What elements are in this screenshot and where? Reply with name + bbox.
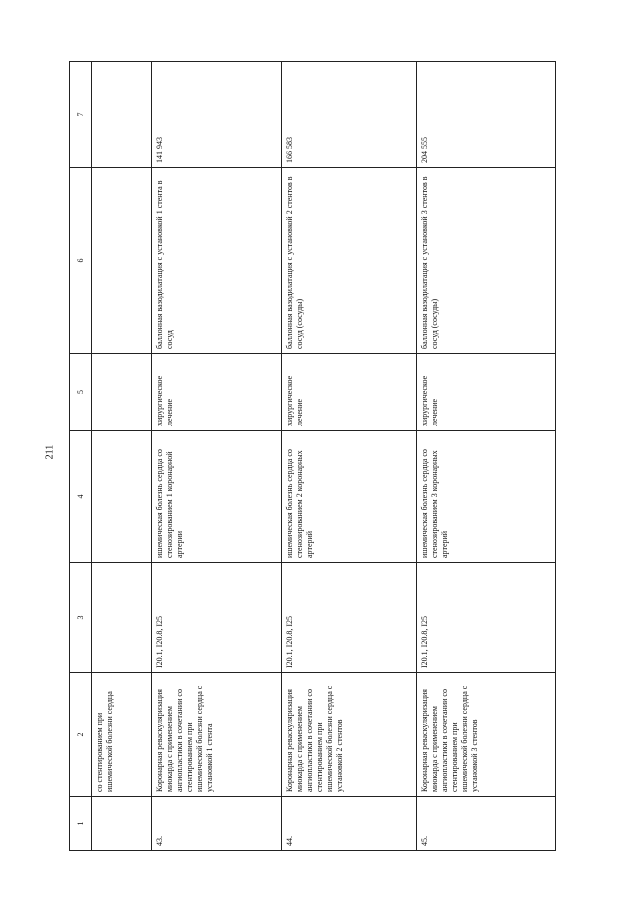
diagnosis-codes: I20.1, I20.8, I25 <box>152 563 282 673</box>
column-header-7: 7 <box>70 62 92 168</box>
treatment-method <box>92 168 152 354</box>
diagnosis-description: ишемическая болезнь сердца со стенозированием 1 коронарной артерии <box>152 431 282 563</box>
table-row <box>417 62 556 851</box>
column-number-row <box>70 62 92 851</box>
diagnosis-codes <box>92 563 152 673</box>
service-name: Коронарная реваскуляризация миокарда с применением ангиопластики в сочетании со стентированием при ишемической болезни сердца с установкой 3 стентов <box>417 673 556 797</box>
service-name: Коронарная реваскуляризация миокарда с применением ангиопластики в сочетании со стентированием при ишемической болезни сердца с установкой 2 стентов <box>282 673 417 797</box>
diagnosis-codes: I20.1, I20.8, I25 <box>282 563 417 673</box>
column-header-6: 6 <box>70 168 92 354</box>
diagnosis-description: ишемическая болезнь сердца со стенозированием 3 коронарных артерий <box>417 431 556 563</box>
service-price <box>92 62 152 168</box>
row-number: 45. <box>417 797 556 851</box>
treatment-type <box>92 354 152 431</box>
table-row <box>92 62 152 851</box>
treatment-type: хирургическое лечение <box>282 354 417 431</box>
service-price: 166 583 <box>282 62 417 168</box>
table-row <box>152 62 282 851</box>
diagnosis-codes: I20.1, I20.8, I25 <box>417 563 556 673</box>
row-number: 43. <box>152 797 282 851</box>
diagnosis-description <box>92 431 152 563</box>
rotated-page-content <box>69 62 555 851</box>
column-header-4: 4 <box>70 431 92 563</box>
diagnosis-description: ишемическая болезнь сердца со стенозированием 2 коронарных артерий <box>282 431 417 563</box>
column-header-5: 5 <box>70 354 92 431</box>
treatment-method: баллонная вазодилатация с установкой 1 стента в сосуд <box>152 168 282 354</box>
service-name: Коронарная реваскуляризация миокарда с применением ангиопластики в сочетании со стентированием при ишемической болезни сердца с установкой 1 стента <box>152 673 282 797</box>
service-price: 141 943 <box>152 62 282 168</box>
treatment-method: баллонная вазодилатация с установкой 3 стентов в сосуд (сосуды) <box>417 168 556 354</box>
table-row <box>282 62 417 851</box>
column-header-2: 2 <box>70 673 92 797</box>
column-header-1: 1 <box>70 797 92 851</box>
column-header-3: 3 <box>70 563 92 673</box>
row-number <box>92 797 152 851</box>
row-number: 44. <box>282 797 417 851</box>
medical-services-table <box>69 61 556 851</box>
treatment-method: баллонная вазодилатация с установкой 2 стентов в сосуд (сосуды) <box>282 168 417 354</box>
treatment-type: хирургическое лечение <box>152 354 282 431</box>
service-name: со стентированием при ишемической болезни сердца <box>92 673 152 797</box>
service-price: 204 555 <box>417 62 556 168</box>
page-number: 211 <box>44 444 56 460</box>
treatment-type: хирургическое лечение <box>417 354 556 431</box>
